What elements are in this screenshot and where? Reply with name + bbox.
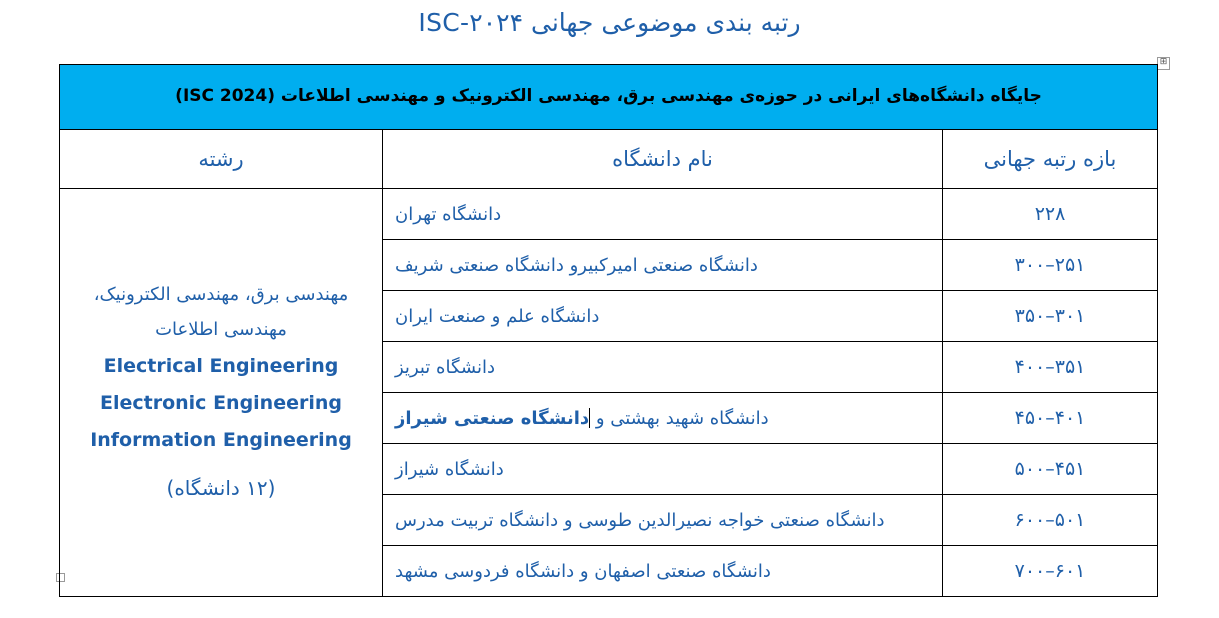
header-rank-range: بازه رتبه جهانی <box>943 130 1158 189</box>
cell-rank: ۲۲۸ <box>943 189 1158 240</box>
cell-university <box>383 495 943 546</box>
cell-rank: ۶۰۱–۷۰۰ <box>943 546 1158 597</box>
cell-university <box>383 240 943 291</box>
cell-rank: ۳۰۱–۳۵۰ <box>943 291 1158 342</box>
cell-rank: ۴۰۱–۴۵۰ <box>943 393 1158 444</box>
cell-university <box>383 291 943 342</box>
cell-rank: ۴۵۱–۵۰۰ <box>943 444 1158 495</box>
cell-rank: ۵۰۱–۶۰۰ <box>943 495 1158 546</box>
cell-university <box>383 189 943 240</box>
header-field: رشته <box>60 130 383 189</box>
field-university-count: (۱۲ دانشگاه) <box>166 475 276 500</box>
field-fa-line-1: مهندسی برق، مهندسی الکترونیک، <box>93 284 349 306</box>
university-text: دانشگاه شهید بهشتی و <box>590 407 769 429</box>
cell-field-group <box>60 189 383 597</box>
field-en-line-1: Electrical Engineering <box>103 354 339 377</box>
field-fa-line-2: مهندسی اطلاعات <box>155 319 287 341</box>
cell-university <box>383 546 943 597</box>
cell-university <box>383 342 943 393</box>
university-text-highlight: دانشگاه صنعتی شیراز <box>395 407 590 429</box>
table-banner-row <box>60 65 1158 130</box>
cell-university <box>383 444 943 495</box>
university-text: دانشگاه تبریز <box>395 356 495 378</box>
university-text: دانشگاه صنعتی امیرکبیرو دانشگاه صنعتی شریف <box>395 254 758 276</box>
isc-ranking-table <box>59 64 1158 597</box>
cell-rank: ۳۵۱–۴۰۰ <box>943 342 1158 393</box>
page-title: رتبه بندی موضوعی جهانی ISC-۲۰۲۴ <box>418 8 801 37</box>
field-en-line-3: Information Engineering <box>90 428 352 451</box>
university-text: دانشگاه تهران <box>395 203 502 225</box>
university-text: دانشگاه صنعتی اصفهان و دانشگاه فردوسی مشهد <box>395 560 771 582</box>
table-banner: جایگاه دانشگاه‌های ایرانی در حوزه‌ی مهندسی برق، مهندسی الکترونیک و مهندسی اطلاعات (ISC 2024) <box>60 65 1158 130</box>
table-row <box>60 189 1158 240</box>
cell-rank: ۲۵۱–۳۰۰ <box>943 240 1158 291</box>
field-en-line-2: Electronic Engineering <box>100 391 342 414</box>
header-university-name: نام دانشگاه <box>383 130 943 189</box>
cell-university <box>383 393 943 444</box>
university-text: دانشگاه صنعتی خواجه نصیرالدین طوسی و دانشگاه تربیت مدرس <box>395 509 885 531</box>
resize-handle-icon[interactable]: ⊞ <box>1157 57 1170 70</box>
university-text: دانشگاه علم و صنعت ایران <box>395 305 600 327</box>
table-header-row <box>60 130 1158 189</box>
university-text: دانشگاه شیراز <box>395 458 504 480</box>
isc-ranking-table-wrapper <box>60 64 1158 597</box>
